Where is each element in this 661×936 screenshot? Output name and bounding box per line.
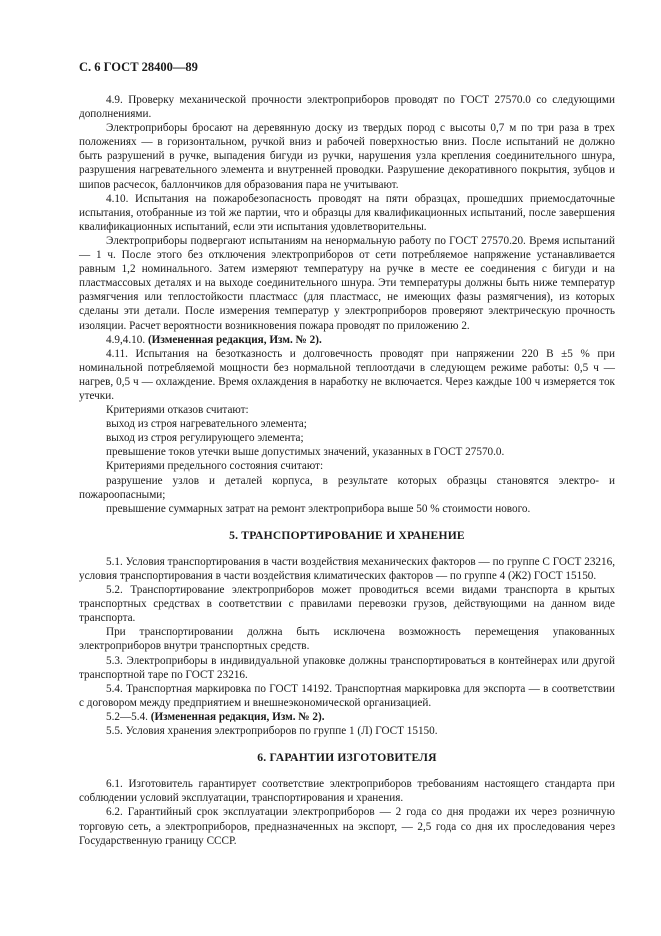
paragraph: Электроприборы подвергают испытаниям на ненормальную работу по ГОСТ 27570.20. Время испытаний — 1 ч. После этого без отключения электроприборов от сети потребляемое напряжение устанавливается равным 1,2 номинального. Затем измеряют температуру на ручке в месте ее соединения с бигуди и на пластмассовых деталях и на выходе соединительного шнура. Эти температуры должны быть ниже температур размягчения или теплостойкости пластмасс (для пластмасс, не имеющих фазы размягчения), из которых сделаны эти детали. После измерения температур у электроприборов проверяют электрическую прочность изоляции. Расчет вероятности возникновения пожара проводят по приложению 2. <box>79 234 615 332</box>
list-item: выход из строя нагревательного элемента; <box>106 418 307 431</box>
paragraph: 6.2. Гарантийный срок эксплуатации электроприборов — 2 года со дня продажи их через розничную торговую сеть, а электроприборов, предназначенных на экспорт, — 2,5 года со дня их проследования через Государственную границу СССР. <box>79 806 615 847</box>
section-title: 6. ГАРАНТИИ ИЗГОТОВИТЕЛЯ <box>257 751 437 765</box>
paragraph: Электроприборы бросают на деревянную доску из твердых пород с высоты 0,7 м по три раза в трех положениях — в горизонтальном, ручкой вниз и рабочей поверхностью вниз. После испытаний не должно быть разрушений в ручке, выпадения бигуди из ручки, нарушения узла крепления соединительного шнура, разрушения нагревательного элемента и внутренней проводки. Разрушение декоративного покрытия, зубцов и шипов расчесок, баллончиков для образования пара не учитывают. <box>79 122 615 191</box>
amendment-note-number: 4.9,4.10. <box>106 333 148 346</box>
amendment-note-text: (Измененная редакция, Изм. № 2). <box>147 333 322 346</box>
paragraph: 5.1. Условия транспортирования в части воздействия механических факторов — по группе С ГОСТ 23216, условия транспортирования в части воздействия климатических факторов — по группе 4 (Ж2) ГОСТ 15150. <box>79 555 615 582</box>
list-item: выход из строя регулирующего элемента; <box>106 432 304 445</box>
paragraph: 5.2. Транспортирование электроприборов может проводиться всеми видами транспорта в крытых транспортных средствах в соответствии с правилами перевозки грузов, действующими на данном виде транспорта. <box>79 584 615 625</box>
paragraph: 4.11. Испытания на безотказность и долговечность проводят при напряжении 220 В ±5 % при номинальной потребляемой мощности без нормальной теплоотдачи в следующем режиме работы: 0,5 ч — нагрев, 0,5 ч — охлаждение. Время охлаждения в наработку не включается. Через каждые 100 ч измеряется ток утечки. <box>79 347 615 402</box>
paragraph: 5.5. Условия хранения электроприборов по группе 1 (Л) ГОСТ 15150. <box>106 725 438 738</box>
paragraph: Критериями предельного состояния считают: <box>106 460 324 473</box>
paragraph: Критериями отказов считают: <box>106 404 249 417</box>
list-item: разрушение узлов и деталей корпуса, в результате которых образцы становятся электро- и пожароопасными; <box>79 474 615 501</box>
amendment-note <box>79 333 615 347</box>
list-item: превышение суммарных затрат на ремонт электроприбора выше 50 % стоимости нового. <box>106 502 531 515</box>
document-body <box>79 93 615 848</box>
paragraph: 5.3. Электроприборы в индивидуальной упаковке должны транспортироваться в контейнерах или другой транспортной таре по ГОСТ 23216. <box>79 654 615 681</box>
section-title: 5. ТРАНСПОРТИРОВАНИЕ И ХРАНЕНИЕ <box>229 528 465 542</box>
amendment-note <box>79 710 615 724</box>
paragraph: 5.4. Транспортная маркировка по ГОСТ 14192. Транспортная маркировка для экспорта — в соответствии с договором между предприятием и внешнеэкономической организацией. <box>79 682 615 709</box>
paragraph: 4.9. Проверку механической прочности электроприборов проводят по ГОСТ 27570.0 со следующими дополнениями. <box>79 94 615 121</box>
paragraph: 4.10. Испытания на пожаробезопасность проводят на пяти образцах, прошедших приемосдаточные испытания, отобранные из той же партии, что и образцы для квалификационных испытаний, после завершения квалификационных испытаний, если эти испытания удовлетворительны. <box>79 192 615 233</box>
list-item: превышение токов утечки выше допустимых значений, указанных в ГОСТ 27570.0. <box>106 446 505 459</box>
amendment-note-text: (Измененная редакция, Изм. № 2). <box>150 710 325 723</box>
paragraph: 6.1. Изготовитель гарантирует соответствие электроприборов требованиям настоящего стандарта при соблюдении условий эксплуатации, транспортирования и хранения. <box>79 778 615 805</box>
page-header: С. 6 ГОСТ 28400—89 <box>79 60 198 74</box>
amendment-note-number: 5.2—5.4. <box>106 710 151 723</box>
paragraph: При транспортировании должна быть исключена возможность перемещения упакованных электроприборов внутри транспортных средств. <box>79 626 615 653</box>
